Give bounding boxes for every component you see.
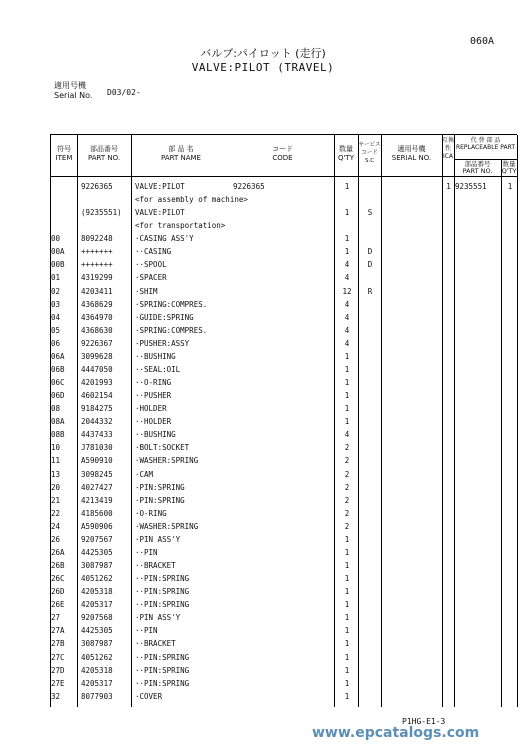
cell-qty: 1 <box>344 691 350 701</box>
cell-qty: 4 <box>344 299 350 309</box>
cell-item: 01 <box>51 273 61 283</box>
header-repl-part-no: 部品番号 PART NO. <box>462 160 493 175</box>
header-part-name: 部 品 名 PART NAME <box>161 145 201 162</box>
cell-qty: 2 <box>344 482 350 492</box>
cell-name: ·COVER <box>135 691 163 701</box>
cell-name: ·PIN ASS'Y <box>135 534 181 544</box>
cell-qty: 1 <box>344 378 350 388</box>
cell-part: 4051262 <box>81 652 113 662</box>
cell-qty: 2 <box>344 456 350 466</box>
cell-item: 27 <box>51 613 61 623</box>
cell-part: 4425305 <box>81 547 113 557</box>
cell-part: +++++++ <box>81 247 113 257</box>
cell-item: 11 <box>51 456 61 466</box>
table-row <box>51 585 517 598</box>
cell-item: 00B <box>51 260 65 270</box>
cell-sc: S <box>367 208 373 218</box>
table-row <box>51 690 517 703</box>
watermark: www.epcatalogs.com <box>312 725 480 741</box>
cell-part: A590910 <box>81 456 113 466</box>
header-qty: 数量 Q'TY <box>338 145 354 162</box>
cell-part: 9226365 <box>81 182 113 191</box>
cell-qty: 1 <box>344 547 350 557</box>
cell-name: ·SPRING:COMPRES. <box>135 325 208 335</box>
table-row <box>51 611 517 624</box>
table-row <box>51 402 517 415</box>
cell-name: ··PIN:SPRING <box>135 665 190 675</box>
cell-item: 27B <box>51 639 65 649</box>
cell-ica: 1 <box>446 182 451 191</box>
cell-item: 26D <box>51 587 65 597</box>
cell-name: ·SPACER <box>135 273 167 283</box>
cell-qty: 4 <box>344 312 350 322</box>
cell-sc: D <box>367 260 373 270</box>
cell-part: 3098245 <box>81 469 113 479</box>
cell-part: 4205317 <box>81 678 113 688</box>
table-row <box>51 651 517 664</box>
cell-qty: 1 <box>344 561 350 571</box>
cell-part: 4203411 <box>81 286 113 296</box>
cell-part: 4205318 <box>81 665 113 675</box>
cell-qty: 1 <box>344 417 350 427</box>
cell-item: 02 <box>51 286 61 296</box>
table-row <box>51 441 517 454</box>
cell-item: 13 <box>51 469 61 479</box>
cell-item: 26A <box>51 547 65 557</box>
cell-qty: 2 <box>344 508 350 518</box>
cell-item: 22 <box>51 508 61 518</box>
table-row <box>51 520 517 533</box>
cell-name: ··O-RING <box>135 378 172 388</box>
cell-item: 08B <box>51 430 65 440</box>
cell-name: ·WASHER:SPRING <box>135 456 199 466</box>
cell-item: 06C <box>51 378 65 388</box>
cell-name: ··PIN:SPRING <box>135 574 190 584</box>
cell-qty: 1 <box>344 247 350 257</box>
cell-name: ·PIN:SPRING <box>135 495 185 505</box>
cell-qty: 4 <box>344 273 350 283</box>
cell-part: 9184275 <box>81 404 113 414</box>
cell-qty: 1 <box>344 351 350 361</box>
cell-item: 06B <box>51 364 65 374</box>
cell-item: 27D <box>51 665 65 675</box>
table-row <box>51 219 517 232</box>
cell-name: ·CASING ASS'Y <box>135 234 194 244</box>
footer-page-code: P1HG-E1-3 <box>402 717 446 726</box>
cell-name: ··SEAL:OIL <box>135 364 181 374</box>
cell-qty: 1 <box>344 234 350 244</box>
cell-qty: 4 <box>344 260 350 270</box>
cell-rqty: 1 <box>507 182 513 191</box>
cell-qty: 1 <box>344 652 350 662</box>
cell-part: 2044332 <box>81 417 113 427</box>
cell-item: 05 <box>51 325 61 335</box>
cell-qty: 1 <box>344 182 350 191</box>
table-row <box>51 507 517 520</box>
table-row <box>51 311 517 324</box>
cell-qty: 1 <box>344 600 350 610</box>
cell-qty: 1 <box>344 391 350 401</box>
cell-rpart: 9235551 <box>455 182 487 191</box>
cell-name: ··BRACKET <box>135 639 176 649</box>
cell-qty: 2 <box>344 443 350 453</box>
cell-part: 4205318 <box>81 587 113 597</box>
table-row <box>51 454 517 467</box>
cell-name: ··PIN <box>135 547 158 557</box>
cell-part: 4185600 <box>81 508 113 518</box>
table-row <box>51 363 517 376</box>
cell-name: ··BUSHING <box>135 351 176 361</box>
cell-part: 3087987 <box>81 639 113 649</box>
cell-part: J781030 <box>81 443 113 453</box>
table-row <box>51 376 517 389</box>
header-ica: 互換性 ICA <box>442 137 455 160</box>
cell-name: VALVE:PILOT <box>135 182 185 191</box>
cell-name: ·HOLDER <box>135 404 167 414</box>
cell-item: 26 <box>51 534 61 544</box>
cell-name: ·CAM <box>135 469 154 479</box>
title-japanese: バルブ:パイロット (走行) <box>200 47 326 60</box>
cell-qty: 2 <box>344 495 350 505</box>
header-service-code: サービス コード S.C <box>358 142 381 164</box>
table-row <box>51 324 517 337</box>
cell-part: 4205317 <box>81 600 113 610</box>
cell-part: 4027427 <box>81 482 113 492</box>
table-row <box>51 664 517 677</box>
cell-qty: 1 <box>344 613 350 623</box>
cell-name: ··BUSHING <box>135 430 176 440</box>
cell-name: <for transportation> <box>135 221 226 231</box>
cell-name: ··SPOOL <box>135 260 167 270</box>
cell-name: <for assembly of machine> <box>135 195 248 205</box>
title-english: VALVE:PILOT (TRAVEL) <box>191 61 335 74</box>
cell-item: 03 <box>51 299 61 309</box>
page-code: 060A <box>470 36 495 47</box>
serial-label-en: Serial No. <box>54 91 93 100</box>
cell-qty: 4 <box>344 325 350 335</box>
cell-sc: R <box>367 286 373 296</box>
cell-qty: 1 <box>344 534 350 544</box>
cell-qty: 2 <box>344 521 350 531</box>
cell-item: 24 <box>51 521 61 531</box>
header-replaceable-part: 代 替 部 品 REPLACEABLE PART <box>455 137 516 151</box>
table-row <box>51 415 517 428</box>
cell-name: ·PIN ASS'Y <box>135 613 181 623</box>
header-part-no: 部品番号 PART NO. <box>87 145 121 162</box>
cell-item: 27C <box>51 652 65 662</box>
cell-item: 08A <box>51 417 65 427</box>
table-row <box>51 559 517 572</box>
header-serial-no: 適用号機 SERIAL NO. <box>391 145 432 162</box>
table-row <box>51 337 517 350</box>
cell-part: 4447050 <box>81 364 113 374</box>
cell-part: A590906 <box>81 521 113 531</box>
cell-item: 10 <box>51 443 61 453</box>
cell-qty: 1 <box>344 364 350 374</box>
cell-code: 9226365 <box>233 182 265 191</box>
cell-item: 00 <box>51 234 61 244</box>
table-row <box>51 533 517 546</box>
cell-qty: 4 <box>344 338 350 348</box>
cell-part: 9207567 <box>81 534 113 544</box>
cell-name: ·SHIM <box>135 286 158 296</box>
header-item: 符号 ITEM <box>55 145 73 162</box>
cell-part: 9226367 <box>81 338 113 348</box>
cell-part: 4201993 <box>81 378 113 388</box>
cell-qty: 2 <box>344 469 350 479</box>
cell-name: ··PIN:SPRING <box>135 652 190 662</box>
cell-part: 8092248 <box>81 234 113 244</box>
cell-sc: D <box>367 247 373 257</box>
header-code: コード CODE <box>272 145 293 162</box>
cell-item: 21 <box>51 495 61 505</box>
table-row <box>51 389 517 402</box>
cell-part: 4425305 <box>81 626 113 636</box>
cell-part: 4051262 <box>81 574 113 584</box>
cell-qty: 1 <box>344 626 350 636</box>
table-row <box>51 481 517 494</box>
header-repl-qty: 数量 Q'TY <box>501 160 517 175</box>
table-row <box>51 637 517 650</box>
cell-name: ··PIN:SPRING <box>135 600 190 610</box>
header-rule <box>51 176 517 177</box>
cell-qty: 1 <box>344 587 350 597</box>
table-row <box>51 677 517 690</box>
cell-name: ·O-RING <box>135 508 167 518</box>
cell-name: ··PUSHER <box>135 391 172 401</box>
cell-name: ··PIN:SPRING <box>135 678 190 688</box>
parts-table <box>50 134 517 707</box>
table-row <box>51 180 517 193</box>
cell-item: 26B <box>51 561 65 571</box>
cell-item: 32 <box>51 691 61 701</box>
cell-name: ·GUIDE:SPRING <box>135 312 194 322</box>
cell-item: 00A <box>51 247 65 257</box>
cell-item: 26C <box>51 574 65 584</box>
cell-qty: 12 <box>342 286 352 296</box>
table-row <box>51 258 517 271</box>
serial-label <box>54 81 92 101</box>
table-row <box>51 193 517 206</box>
cell-part: 4319299 <box>81 273 113 283</box>
cell-name: ·BOLT:SOCKET <box>135 443 190 453</box>
cell-qty: 4 <box>344 430 350 440</box>
cell-qty: 1 <box>344 574 350 584</box>
cell-item: 26E <box>51 600 65 610</box>
table-row <box>51 245 517 258</box>
cell-part: 4437433 <box>81 430 113 440</box>
cell-part: 3099628 <box>81 351 113 361</box>
cell-name: ·WASHER:SPRING <box>135 521 199 531</box>
cell-name: ·SPRING:COMPRES. <box>135 299 208 309</box>
cell-item: 08 <box>51 404 61 414</box>
cell-part: 8077903 <box>81 691 113 701</box>
table-row <box>51 428 517 441</box>
cell-part: 4602154 <box>81 391 113 401</box>
cell-name: ··BRACKET <box>135 561 176 571</box>
table-row <box>51 624 517 637</box>
cell-name: ··CASING <box>135 247 172 257</box>
cell-qty: 1 <box>344 639 350 649</box>
cell-item: 06 <box>51 338 61 348</box>
cell-qty: 1 <box>344 208 350 218</box>
cell-item: 27A <box>51 626 65 636</box>
cell-item: 20 <box>51 482 61 492</box>
cell-part: 4213419 <box>81 495 113 505</box>
cell-item: 06A <box>51 351 65 361</box>
col-divider <box>517 135 518 707</box>
cell-part: 4368629 <box>81 299 113 309</box>
cell-name: ·PUSHER:ASSY <box>135 338 190 348</box>
table-row <box>51 271 517 284</box>
table-row <box>51 494 517 507</box>
table-row <box>51 546 517 559</box>
cell-part: 3087987 <box>81 561 113 571</box>
cell-name: ·PIN:SPRING <box>135 482 185 492</box>
cell-qty: 1 <box>344 404 350 414</box>
table-row <box>51 206 517 219</box>
cell-item: 04 <box>51 312 61 322</box>
cell-part: 4364970 <box>81 312 113 322</box>
cell-part: (9235551) <box>81 208 122 218</box>
serial-label-jp: 適用号機 <box>54 81 86 90</box>
cell-part: +++++++ <box>81 260 113 270</box>
cell-item: 06D <box>51 391 65 401</box>
cell-qty: 1 <box>344 678 350 688</box>
table-row <box>51 598 517 611</box>
table-row <box>51 298 517 311</box>
cell-name: ··PIN <box>135 626 158 636</box>
table-row <box>51 572 517 585</box>
table-row <box>51 350 517 363</box>
cell-name: ··HOLDER <box>135 417 172 427</box>
cell-item: 27E <box>51 678 65 688</box>
cell-part: 4368630 <box>81 325 113 335</box>
cell-qty: 1 <box>344 665 350 675</box>
cell-name: VALVE:PILOT <box>135 208 185 218</box>
serial-value: D03/02- <box>107 88 141 97</box>
table-row <box>51 468 517 481</box>
table-row <box>51 285 517 298</box>
table-row <box>51 232 517 245</box>
cell-part: 9207568 <box>81 613 113 623</box>
cell-name: ··PIN:SPRING <box>135 587 190 597</box>
